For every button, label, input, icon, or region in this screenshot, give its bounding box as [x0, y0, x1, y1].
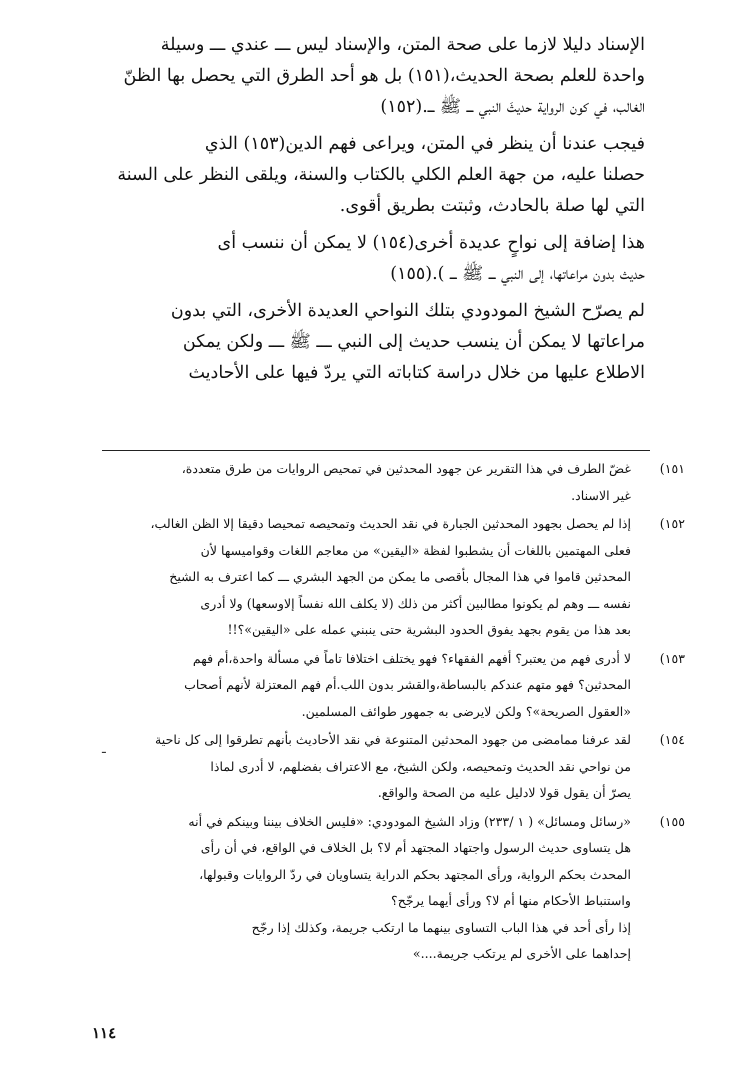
text-line: فيجب عندنا أن ينظر في المتن، ويراعى فهم الدين(١٥٣) الذي: [204, 134, 645, 154]
footnote-line: إحداهما على الأخرى لم يرتكب جريمة....»: [412, 946, 631, 961]
footnote-line: المحدثين قاموا في هذا المجال بأقصى ما يمكن من الجهد البشري ـــ كما اعترف به الشيخ: [169, 569, 631, 584]
paragraph-3: [105, 228, 645, 290]
footnote-line: نفسه ـــ وهم لم يكونوا مطالبين أكثر من ذلك (لا يكلف الله نفساً إلاوسعها) ولا أدرى: [200, 595, 631, 611]
text-line: الاطلاع عليها من خلال دراسة كتاباته التي يردّ فيها على الأحاديث: [188, 363, 645, 383]
footnote-151: [93, 456, 685, 509]
footnote-line: إذا رأى أحد في هذا الباب التساوى بينهما ما ارتكب جريمة، وكذلك إذا رجّح: [251, 919, 631, 935]
footnote-line: إذا لم يحصل بجهود المحدثين الجبارة في نقد الحديث وتمحيصه تمحيصا دقيقا إلا الظن الغالب،: [150, 516, 631, 531]
text-line: لم يصرّح الشيخ المودودي بتلك النواحي العديدة الأخرى، التي بدون: [170, 301, 645, 321]
paragraph-2: [105, 129, 645, 222]
footnote-line: المحدث بحكم الرواية، ورأى المجتهد بحكم الدراية يتساويان في ردّ الروايات وقبولها،: [199, 866, 631, 882]
footnote-line: غير الاسناد.: [571, 487, 631, 503]
footnote-line: يصرّ أن يقول قولا لادليل عليه من الصحة والواقع.: [377, 785, 631, 800]
footnote-153: [93, 646, 685, 726]
footnote-line: لقد عرفنا ممامضى من جهود المحدثين المتنوعة في نقد الأحاديث بأنهم تطرقوا إلى كل ناحية: [155, 732, 631, 747]
footnote-155: [93, 809, 685, 968]
footnote-154: [93, 727, 685, 807]
text-line: هذا إضافة إلى نواحٍ عديدة أخرى(١٥٤) لا يمكن أن ننسب أى: [217, 233, 645, 253]
footnote-line: لا أدرى فهم من يعتبر؟ أفهم الفقهاء؟ فهو يختلف اختلافا تاماً في مسألة واحدة،أم فهم: [192, 650, 631, 666]
footnote-line: من نواحي نقد الحديث وتمحيصه، ولكن الشيخ، مع الاعتراف بفضلهم، لا أدرى لماذا: [210, 758, 631, 774]
text-line: مراعاتها لا يمكن أن ينسب حديث إلى النبي ـــ ﷺ ـــ ولكن يمكن: [182, 332, 645, 352]
margin-mark: ـ: [102, 742, 106, 757]
footnote-line: غضّ الطرف في هذا التقرير عن جهود المحدثين في تمحيص الروايات من طرق متعددة،: [181, 461, 631, 476]
footnote-line: «العقول الصريحة»؟ ولكن لايرضى به جمهور طوائف المسلمين.: [301, 703, 631, 719]
footnote-number: ١٥١): [659, 461, 685, 476]
footnote-separator: [102, 450, 650, 451]
footnote-number: ١٥٥): [659, 813, 685, 829]
text-line: حديث بدون مراعاتها، إلى النبي ـــ ﷺ ـــ ).(١٥٥): [390, 264, 645, 284]
text-line: الغالب، في كون الرواية حديثَ النبي ـــ ﷺ ـــ.(١٥٢): [380, 97, 645, 117]
footnotes: [93, 456, 685, 970]
text-line: حصلنا عليه، من جهة العلم الكلي بالكتاب والسنة، ويلقى النظر على السنة: [117, 165, 645, 185]
footnote-number: ١٥٤): [659, 732, 685, 747]
footnote-number: ١٥٣): [659, 650, 685, 666]
footnote-152: [93, 511, 685, 644]
main-text: [105, 30, 645, 395]
page-number: ١١٤: [92, 1024, 117, 1042]
paragraph-4: [105, 296, 645, 389]
footnote-line: بعد هذا من يقوم بجهد يفوق الحدود البشرية حتى ينبني عمله على «اليقين»؟!!: [227, 622, 631, 637]
footnote-line: «رسائل ومسائل» ( ١ /٢٣٣) وزاد الشيخ المودودي: «فليس الخلاف بيننا وبينكم في أنه: [188, 813, 631, 829]
footnote-line: هل يتساوى حديث الرسول واجتهاد المجتهد أم لا؟ بل الخلاف في الواقع، في أن رأى: [200, 840, 631, 855]
footnote-line: واستنباط الأحكام منها أم لا؟ ورأى أيهما يرجّح؟: [391, 893, 631, 908]
text-line: واحدة للعلم بصحة الحديث،(١٥١) بل هو أحد الطرق التي يحصل بها الظنّ: [123, 66, 645, 86]
text-line: التي لها صلة بالحادث، وثبتت بطريق أقوى.: [339, 196, 645, 216]
footnote-line: المحدثين؟ فهو متهم عندكم بالبساطة،والقشر بدون اللب.أم فهم المعتزلة لأنهم أصحاب: [184, 677, 631, 692]
paragraph-1: [105, 30, 645, 123]
text-line: الإسناد دليلا لازما على صحة المتن، والإسناد ليس ـــ عندي ـــ وسيلة: [160, 35, 645, 55]
footnote-number: ١٥٢): [659, 516, 685, 531]
footnote-line: فعلى المهتمين باللغات أن يشطبوا لفظة «اليقين» من معاجم اللغات وقواميسها لأن: [200, 542, 631, 558]
